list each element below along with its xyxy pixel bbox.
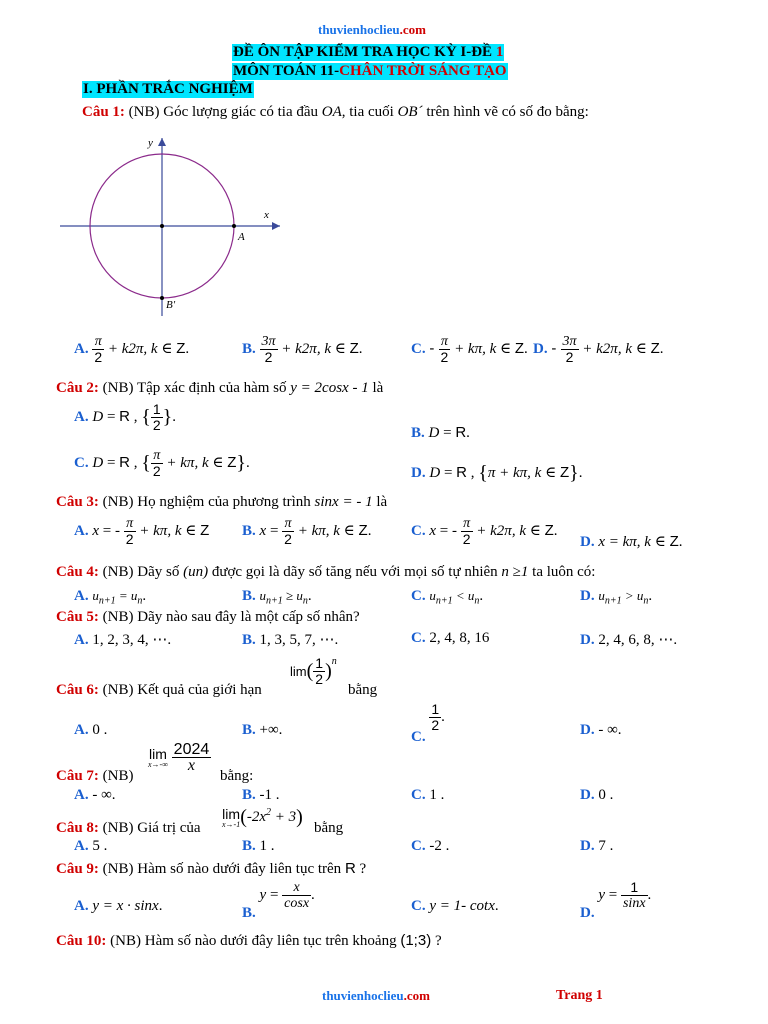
q3-option-d[interactable]: D. x = kπ, k ∈ Z.: [580, 533, 683, 550]
q7-option-d[interactable]: D. 0 .: [580, 787, 614, 803]
q5-option-a[interactable]: A. 1, 2, 3, 4, ⋯.: [74, 632, 172, 648]
footer-site: thuvienhoclieu.com: [322, 988, 430, 1003]
q1-option-c[interactable]: C. - $\frac{\pi}{2}$ + kπ, k ∈ Z.: [411, 334, 528, 365]
q7-option-c[interactable]: C. 1 .: [411, 787, 445, 803]
q8-option-d[interactable]: D. 7 .: [580, 838, 614, 854]
q7-limit-expression: lim x→-∞ $\frac{2024}{x}$: [148, 741, 210, 774]
question-1: Câu 1: (NB) Góc lượng giác có tia đầu OA, tia cuối OB´ trên hình vẽ có số đo bằng:: [82, 104, 589, 120]
q8-option-b[interactable]: B. 1 .: [242, 838, 275, 854]
question-3: Câu 3: (NB) Họ nghiệm của phương trình sinx = - 1 là: [56, 494, 388, 510]
q9-option-a[interactable]: A. y = x · sinx.: [74, 898, 163, 914]
q6-option-a[interactable]: A. 0 .: [74, 722, 108, 738]
q8-option-c[interactable]: C. -2 .: [411, 838, 450, 854]
y-axis-label: y: [148, 137, 153, 149]
q6-option-c[interactable]: C. $\frac{1}{2}$ .: [411, 701, 445, 745]
q2-option-b[interactable]: B. D = R.: [411, 424, 470, 441]
q6-option-b[interactable]: B. +∞.: [242, 722, 283, 738]
q9-option-b[interactable]: B. y = $\frac{x}{\cos x}$ .: [242, 880, 315, 921]
point-a-label: A: [238, 231, 245, 243]
q6-limit-expression: lim( $\frac{1}{2}$ )$^n$: [290, 655, 337, 687]
point-b-label: B′: [166, 299, 176, 311]
question-9: Câu 9: (NB) Hàm số nào dưới đây liên tục trên R ?: [56, 860, 367, 877]
q9-option-d[interactable]: D. y = $\frac{1}{\sin x}$ .: [580, 879, 652, 921]
q4-option-b[interactable]: B. $u_{n+1} \ge u_n$.: [242, 588, 312, 607]
q5-option-b[interactable]: B. 1, 3, 5, 7, ⋯.: [242, 632, 339, 648]
question-7: Câu 7: (NB): [56, 768, 134, 784]
header-site: thuvienhoclieu.com: [318, 22, 426, 37]
q5-option-c[interactable]: C. 2, 4, 8, 16: [411, 630, 490, 646]
q6-option-d[interactable]: D. - ∞.: [580, 722, 622, 738]
question-4: Câu 4: (NB) Dãy số (un) được gọi là dãy số tăng nếu với mọi số tự nhiên n ≥1 ta luôn có:: [56, 564, 596, 580]
question-8-tail: bằng: [314, 820, 344, 836]
q2-option-d[interactable]: D. D = R , {π + kπ, k ∈ Z}.: [411, 462, 583, 484]
q5-option-d[interactable]: D. 2, 4, 6, 8, ⋯.: [580, 632, 678, 648]
q1-option-b[interactable]: B. $\frac{3\pi}{2}$ + k2π, k ∈ Z.: [242, 334, 363, 365]
q7-option-b[interactable]: B. -1 .: [242, 787, 280, 803]
section-heading: I. PHẦN TRẮC NGHIỆM: [83, 81, 253, 97]
q3-option-a[interactable]: A. x = - $\frac{\pi}{2}$ + kπ, k ∈ Z: [74, 516, 210, 547]
q4-option-a[interactable]: A. $u_{n+1} = u_n$.: [74, 588, 147, 607]
q1-option-a[interactable]: A. $\frac{\pi}{2}$ + k2π, k ∈ Z.: [74, 334, 190, 365]
question-6: Câu 6: (NB) Kết quả của giới hạn: [56, 682, 262, 698]
q1-option-d[interactable]: D. - $\frac{3\pi}{2}$ + k2π, k ∈ Z.: [533, 334, 664, 365]
q8-option-a[interactable]: A. 5 .: [74, 838, 108, 854]
q8-limit-expression: lim x→-1 $(-2x^2 + 3)$: [222, 805, 303, 829]
exam-title: ĐỀ ÔN TẬP KIỂM TRA HỌC KỲ I-ĐỀ 1: [233, 44, 504, 60]
q9-option-c[interactable]: C. y = 1- cotx.: [411, 898, 499, 914]
x-axis-label: x: [264, 209, 269, 221]
question-5: Câu 5: (NB) Dãy nào sau đây là một cấp số nhân?: [56, 609, 360, 625]
q4-option-c[interactable]: C. $u_{n+1} < u_n$.: [411, 588, 484, 607]
question-10: Câu 10: (NB) Hàm số nào dưới đây liên tục trên khoảng (1;3) ?: [56, 932, 442, 949]
question-8: Câu 8: (NB) Giá trị của: [56, 820, 201, 836]
exam-subtitle: MÔN TOÁN 11-CHÂN TRỜI SÁNG TẠO: [233, 63, 507, 79]
q2-option-a[interactable]: A. D = R , { $\frac{1}{2}$ }.: [74, 401, 177, 433]
q3-option-c[interactable]: C. x = - $\frac{\pi}{2}$ + k2π, k ∈ Z.: [411, 516, 558, 547]
q3-option-b[interactable]: B. x = $\frac{\pi}{2}$ + kπ, k ∈ Z.: [242, 516, 372, 547]
question-7-tail: bằng:: [220, 768, 254, 784]
question-2: Câu 2: (NB) Tập xác định của hàm số y = 2cosx - 1 là: [56, 380, 384, 396]
unit-circle-figure: [56, 130, 286, 320]
q4-option-d[interactable]: D. $u_{n+1} > u_n$.: [580, 588, 653, 607]
q2-option-c[interactable]: C. D = R , { $\frac{\pi}{2}$ + kπ, k ∈ Z}.: [74, 448, 250, 479]
page-number: Trang 1: [556, 988, 603, 1003]
question-6-tail: bằng: [348, 682, 378, 698]
q7-option-a[interactable]: A. - ∞.: [74, 787, 116, 803]
